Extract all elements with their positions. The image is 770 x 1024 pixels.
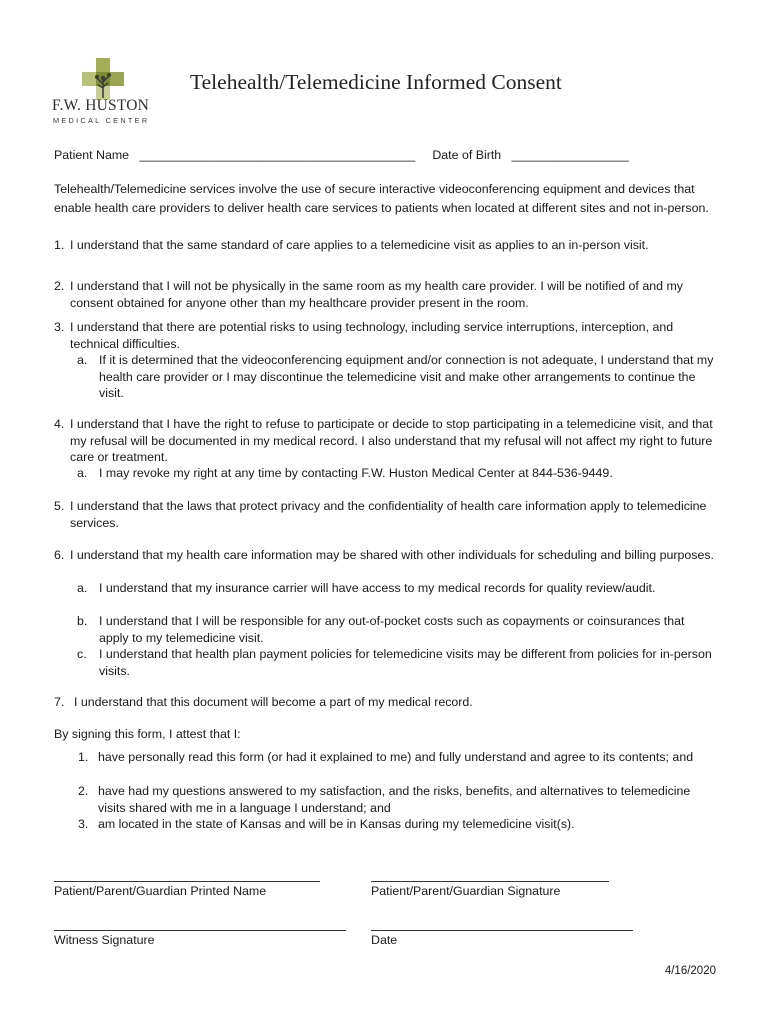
org-name: F.W. HUSTON bbox=[52, 97, 149, 114]
patient-name-label: Patient Name bbox=[54, 148, 130, 162]
printed-name-label: Patient/Parent/Guardian Printed Name bbox=[54, 884, 267, 898]
item-text: I understand that my health care information may be shared with other individuals for scheduling and billing purposes. bbox=[70, 548, 714, 562]
date-line[interactable] bbox=[371, 930, 633, 931]
item-text: I understand that I will not be physically in the same room as my health care provider. I will be notified of and my consent obtained for anyone other than my healthcare provider present in the room. bbox=[70, 279, 683, 310]
witness-signature-line[interactable] bbox=[54, 930, 346, 931]
intro-paragraph: Telehealth/Telemedicine services involve the use of secure interactive videoconferencing equipment and devices that enable health care providers to deliver health care services to patients when located at different sites and not in-person. bbox=[54, 182, 709, 215]
printed-name-line[interactable] bbox=[54, 881, 320, 882]
item-text: I understand that I have the right to refuse to participate or decide to stop participating in a telemedicine visit, and that my refusal will be documented in my medical record. I also understand that my refusal will not affect my right to future care or treatment. bbox=[70, 417, 713, 465]
signature-label: Patient/Parent/Guardian Signature bbox=[371, 884, 561, 898]
dob-label: Date of Birth bbox=[432, 148, 502, 162]
dob-field[interactable]: _________________ bbox=[511, 148, 629, 162]
item-text: I understand that this document will become a part of my medical record. bbox=[74, 695, 473, 709]
patient-info-row bbox=[54, 147, 629, 164]
subitem-text: I understand that I will be responsible for any out-of-pocket costs such as copayments or coinsurances that apply to my telemedicine visit. bbox=[99, 614, 685, 645]
attest-text: have had my questions answered to my satisfaction, and the risks, benefits, and alternatives to telemedicine visits shared with me in a language I understand; and bbox=[98, 784, 691, 815]
patient-name-field[interactable]: ________________________________________ bbox=[139, 148, 416, 162]
subitem-text: I understand that health plan payment policies for telemedicine visits may be different from policies for in-person visits. bbox=[99, 647, 712, 678]
subitem-text: If it is determined that the videoconferencing equipment and/or connection is not adequate, I understand that my health care provider or I may discontinue the telemedicine visit and make other arrangements to continue the visit. bbox=[99, 353, 714, 401]
subitem-text: I may revoke my right at any time by contacting F.W. Huston Medical Center at 844-536-9449. bbox=[99, 466, 613, 480]
item-number: 2. bbox=[54, 279, 65, 293]
attest-number: 2. bbox=[78, 784, 89, 798]
item-text: I understand that the laws that protect privacy and the confidentiality of health care information apply to telemedicine services. bbox=[70, 499, 707, 530]
item-text: I understand that the same standard of care applies to a telemedicine visit as applies to an in-person visit. bbox=[70, 238, 649, 252]
subitem-text: I understand that my insurance carrier will have access to my medical records for quality review/audit. bbox=[99, 581, 656, 595]
item-number: 1. bbox=[54, 238, 65, 252]
signature-line[interactable] bbox=[371, 881, 609, 882]
item-number: 3. bbox=[54, 320, 65, 334]
footer-date: 4/16/2020 bbox=[664, 965, 716, 977]
attest-number: 3. bbox=[78, 817, 89, 831]
item-number: 5. bbox=[54, 499, 65, 513]
attest-text: have personally read this form (or had it explained to me) and fully understand and agree to its contents; and bbox=[98, 750, 694, 764]
attest-number: 1. bbox=[78, 750, 89, 764]
org-subtitle: MEDICAL CENTER bbox=[53, 116, 150, 125]
item-number: 4. bbox=[54, 417, 65, 431]
item-number: 7. bbox=[54, 695, 65, 709]
witness-signature-label: Witness Signature bbox=[54, 933, 155, 947]
date-label: Date bbox=[371, 933, 398, 947]
subitem-label: b. bbox=[77, 614, 88, 628]
subitem-label: a. bbox=[77, 581, 88, 595]
org-logo bbox=[52, 58, 162, 128]
item-text: I understand that there are potential risks to using technology, including service interruptions, interception, and technical difficulties. bbox=[70, 320, 674, 351]
cross-tree-logo-icon bbox=[82, 58, 126, 100]
subitem-label: a. bbox=[77, 353, 88, 367]
document-title: Telehealth/Telemedicine Informed Consent bbox=[190, 70, 562, 94]
attest-text: am located in the state of Kansas and will be in Kansas during my telemedicine visit(s). bbox=[98, 817, 575, 831]
subitem-label: c. bbox=[77, 647, 87, 661]
subitem-label: a. bbox=[77, 466, 88, 480]
attest-intro: By signing this form, I attest that I: bbox=[54, 727, 241, 741]
item-number: 6. bbox=[54, 548, 65, 562]
